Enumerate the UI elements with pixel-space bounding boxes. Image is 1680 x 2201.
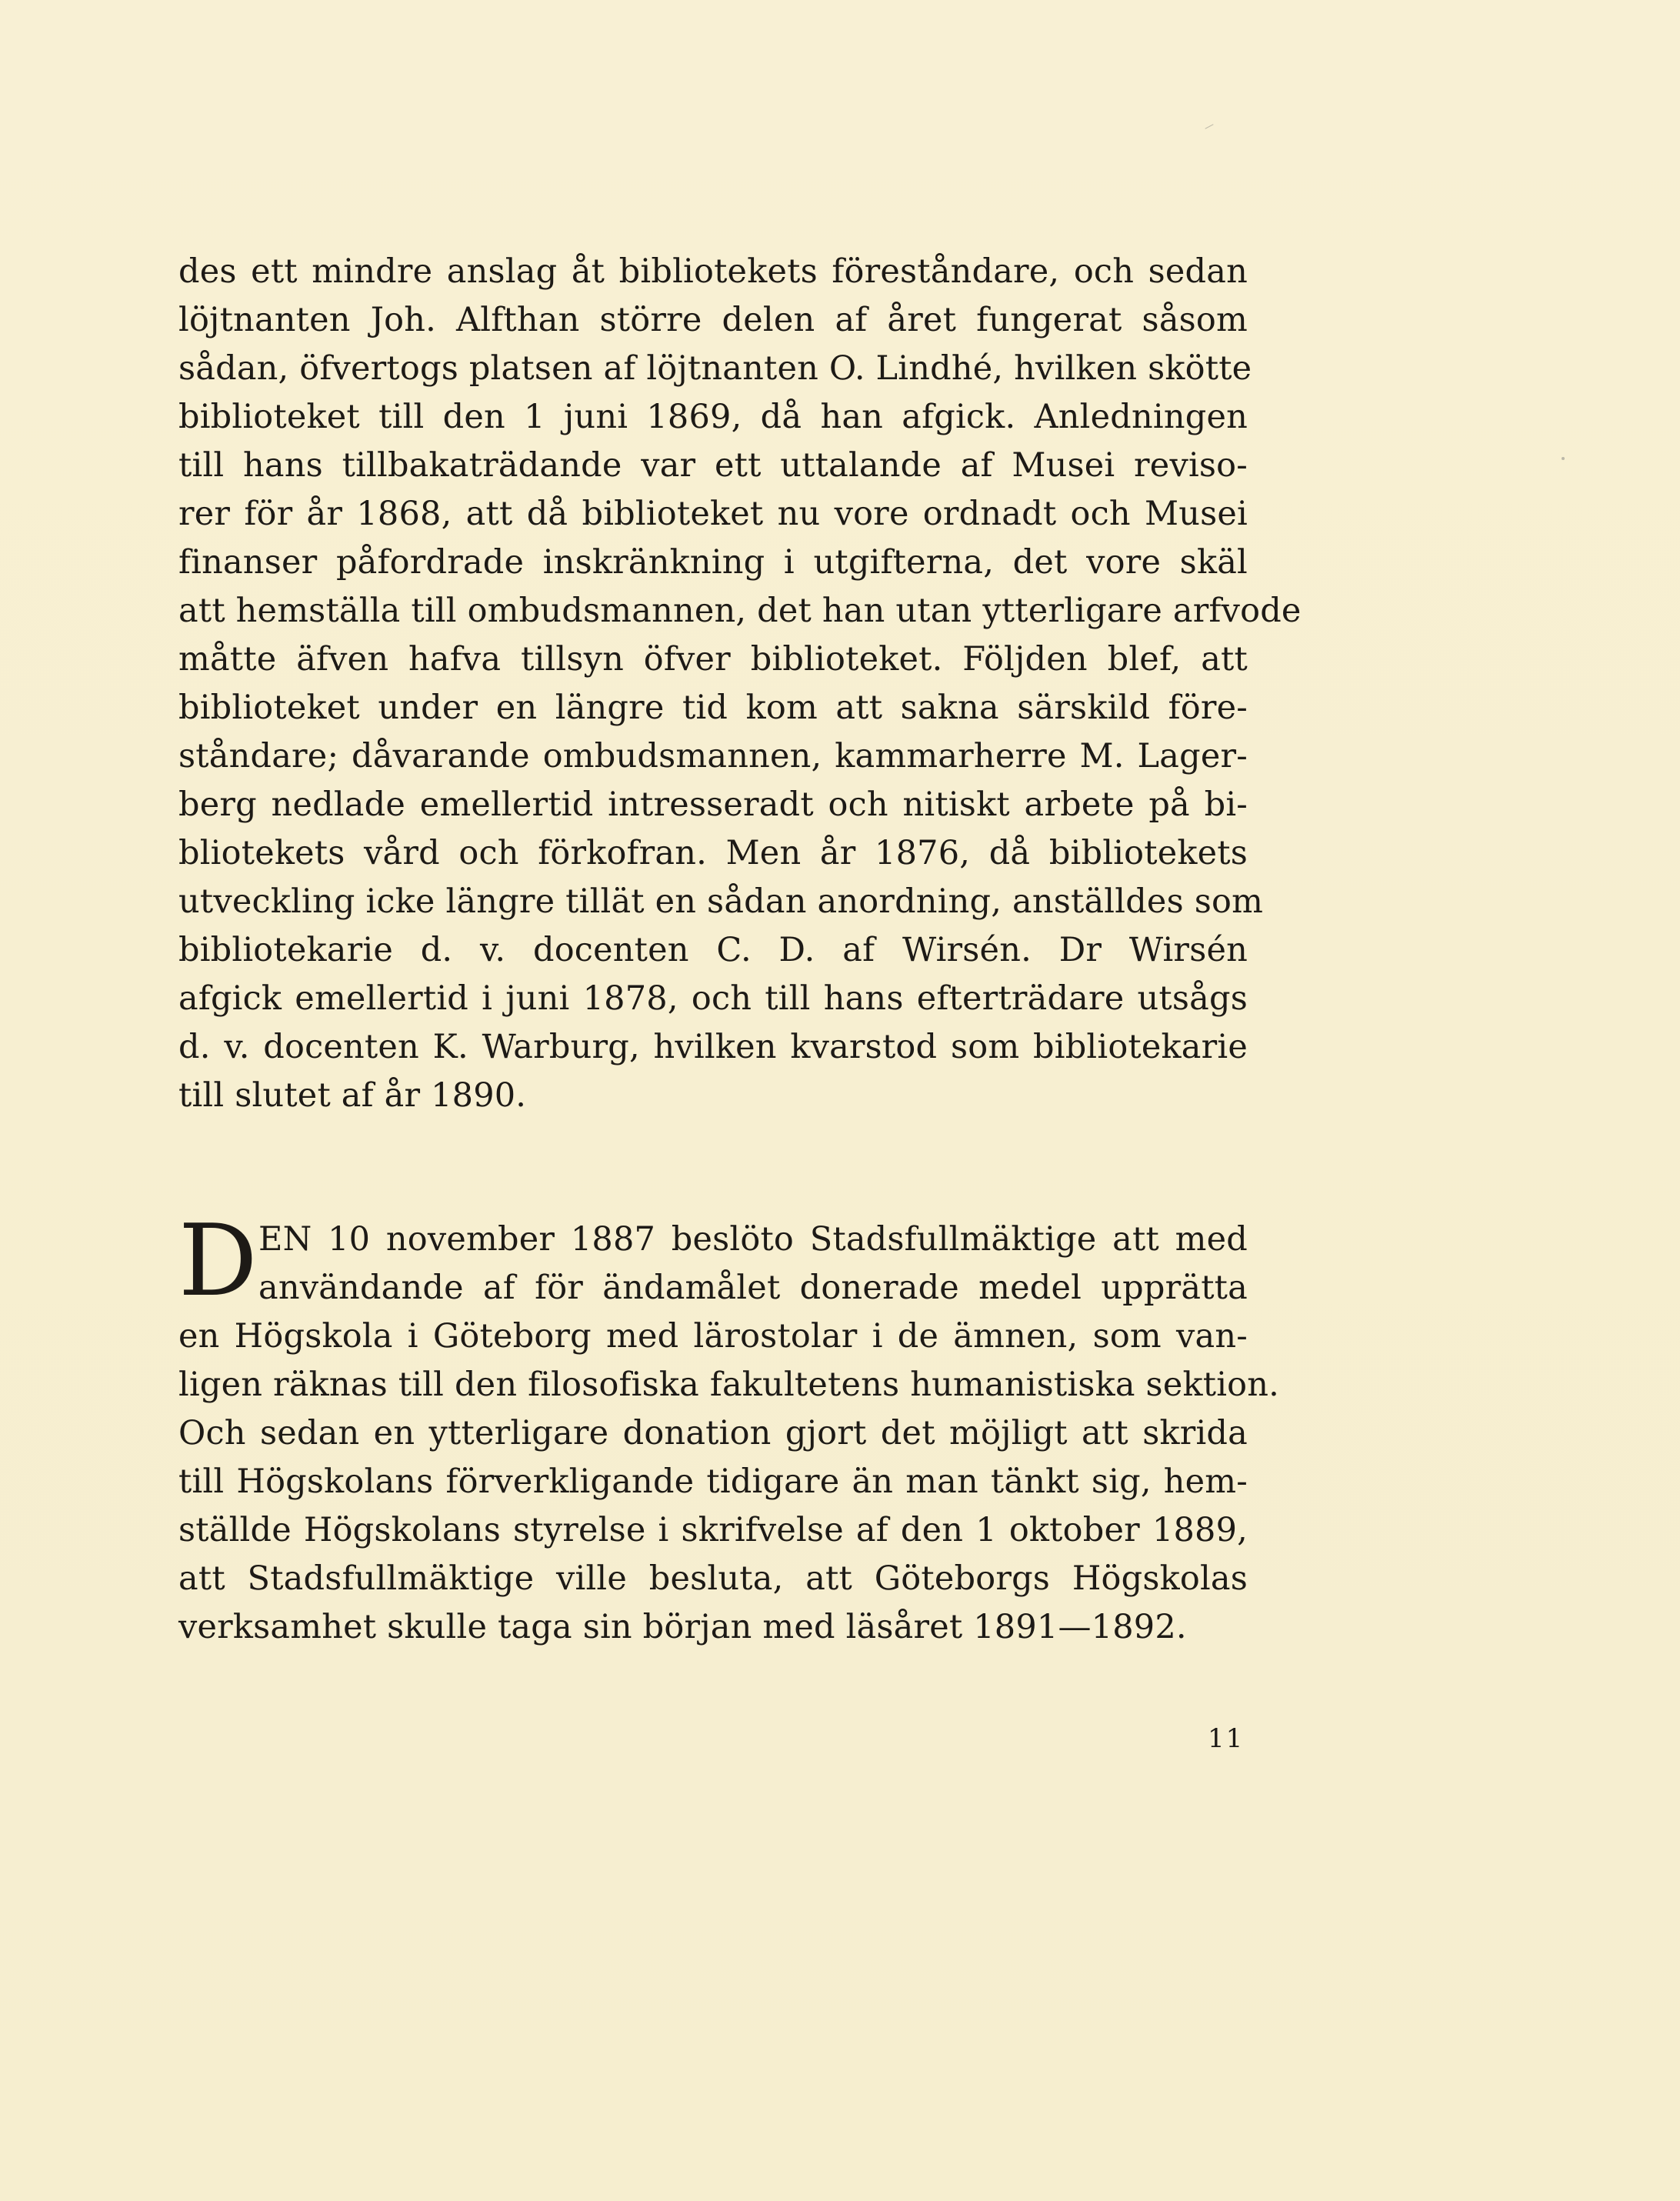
text-line: att Stadsfullmäktige ville besluta, att Göteborgs Högskolas xyxy=(178,1559,1248,1598)
text-line: des ett mindre anslag åt bibliotekets föreståndare, och sedan xyxy=(178,252,1248,291)
text-line: d. v. docenten K. Warburg, hvilken kvarstod som bibliotekarie xyxy=(178,1028,1248,1066)
text-line: bibliotekarie d. v. docenten C. D. af Wirsén. Dr Wirsén xyxy=(178,931,1248,969)
text-line: utveckling icke längre tillät en sådan anordning, anställdes som xyxy=(178,882,1264,921)
text-line: till slutet af år 1890. xyxy=(178,1076,527,1115)
text-line: användande af för ändamålet donerade medel upprätta xyxy=(258,1269,1248,1307)
text-line: biblioteket under en längre tid kom att sakna särskild före- xyxy=(178,689,1248,727)
scan-speck xyxy=(1562,457,1565,460)
paragraph-library-history xyxy=(178,248,1302,1120)
text-line: att hemställa till ombudsmannen, det han utan ytterligare arfvode xyxy=(178,592,1302,630)
text-line: ståndare; dåvarande ombudsmannen, kammarherre M. Lager- xyxy=(178,737,1248,775)
text-line: afgick emellertid i juni 1878, och till hans efterträdare utsågs xyxy=(178,979,1248,1018)
text-line: till hans tillbakaträdande var ett uttalande af Musei reviso- xyxy=(178,446,1248,485)
drop-cap: D xyxy=(178,1204,258,1319)
paragraph-hogskola-founding xyxy=(178,1204,1280,1652)
text-line: löjtnanten Joh. Alfthan större delen af året fungerat såsom xyxy=(178,301,1248,339)
text-line: en Högskola i Göteborg med lärostolar i de ämnen, som van- xyxy=(178,1317,1248,1356)
drop-cap-container xyxy=(178,1204,258,1319)
page-number: 11 xyxy=(1208,1723,1245,1754)
text-line: sådan, öfvertogs platsen af löjtnanten O. Lindhé, hvilken skötte xyxy=(178,349,1252,388)
text-line: EN 10 november 1887 beslöto Stadsfullmäktige att med xyxy=(258,1220,1248,1259)
text-line: finanser påfordrade inskränkning i utgifterna, det vore skäl xyxy=(178,543,1248,582)
text-line: verksamhet skulle taga sin början med läsåret 1891—1892. xyxy=(178,1608,1187,1646)
text-line: till Högskolans förverkligande tidigare än man tänkt sig, hem- xyxy=(178,1462,1248,1501)
text-line: ställde Högskolans styrelse i skrifvelse af den 1 oktober 1889, xyxy=(178,1511,1248,1549)
text-line: berg nedlade emellertid intresseradt och nitiskt arbete på bi- xyxy=(178,785,1248,824)
text-line: bliotekets vård och förkofran. Men år 1876, då bibliotekets xyxy=(178,834,1248,872)
text-line: ligen räknas till den filosofiska fakultetens humanistiska sektion. xyxy=(178,1366,1280,1404)
text-line: biblioteket till den 1 juni 1869, då han afgick. Anledningen xyxy=(178,398,1248,436)
text-line: rer för år 1868, att då biblioteket nu vore ordnadt och Musei xyxy=(178,495,1248,533)
text-line: måtte äfven hafva tillsyn öfver biblioteket. Följden blef, att xyxy=(178,640,1248,679)
text-line: Och sedan en ytterligare donation gjort det möjligt att skrida xyxy=(178,1414,1248,1452)
scan-speck xyxy=(1205,124,1213,129)
